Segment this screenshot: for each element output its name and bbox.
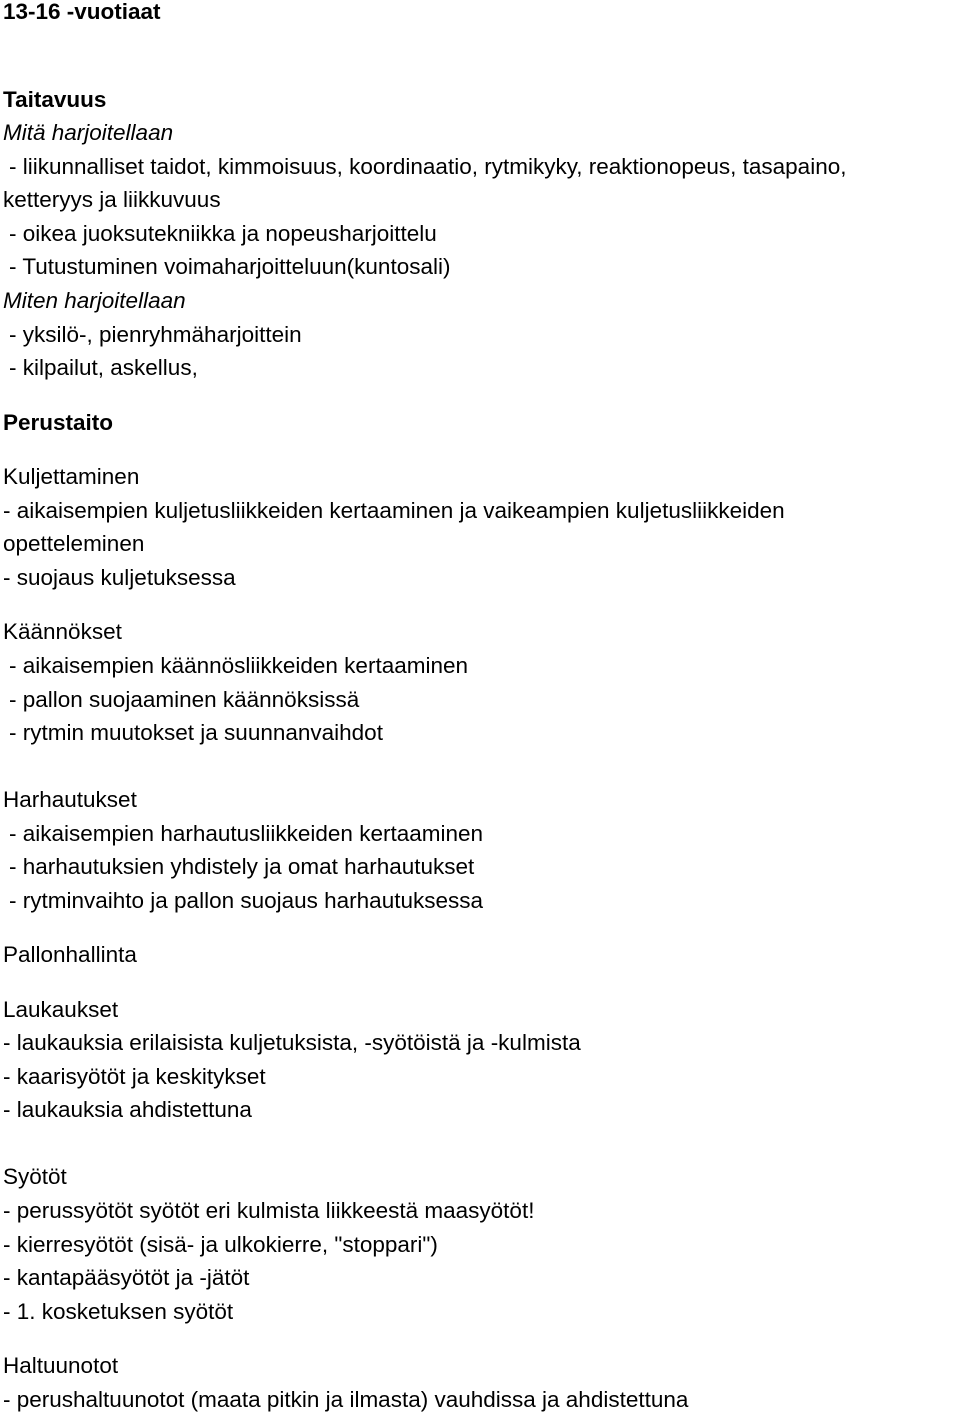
list-item: - aikaisempien harhautusliikkeiden kertaaminen bbox=[9, 821, 484, 846]
list-item: - kierresyötöt (sisä- ja ulkokierre, "stoppari") bbox=[3, 1232, 438, 1257]
subheading-what: Mitä harjoitellaan bbox=[3, 120, 174, 145]
subheading-kuljettaminen: Kuljettaminen bbox=[3, 464, 140, 489]
list-item: - aikaisempien kuljetusliikkeiden kertaaminen ja vaikeampien kuljetusliikkeiden bbox=[3, 498, 785, 523]
subheading-how: Miten harjoitellaan bbox=[3, 288, 186, 313]
list-item: - laukauksia ahdistettuna bbox=[3, 1097, 252, 1122]
section-heading-perustaito: Perustaito bbox=[3, 410, 114, 435]
list-item: - kaarisyötöt ja keskitykset bbox=[3, 1064, 266, 1089]
list-item: - liikunnalliset taidot, kimmoisuus, koordinaatio, rytmikyky, reaktionopeus, tasapaino, bbox=[9, 154, 847, 179]
list-item: - laukauksia erilaisista kuljetuksista, -syötöistä ja -kulmista bbox=[3, 1030, 581, 1055]
list-item: - Tutustuminen voimaharjoitteluun(kuntosali) bbox=[9, 254, 451, 279]
list-item: - yksilö-, pienryhmäharjoittein bbox=[9, 322, 302, 347]
list-item: - rytminvaihto ja pallon suojaus harhautuksessa bbox=[9, 888, 484, 913]
list-item: - perushaltuunotot (maata pitkin ja ilmasta) vauhdissa ja ahdistettuna bbox=[3, 1387, 689, 1412]
list-item: - harhautuksien yhdistely ja omat harhautukset bbox=[9, 854, 475, 879]
list-item: - pallon suojaaminen käännöksissä bbox=[9, 687, 360, 712]
list-item: - kilpailut, askellus, bbox=[9, 355, 198, 380]
list-item: opetteleminen bbox=[3, 531, 145, 556]
subheading-pallonhallinta: Pallonhallinta bbox=[3, 942, 137, 967]
subheading-harhautukset: Harhautukset bbox=[3, 787, 137, 812]
subheading-syotot: Syötöt bbox=[3, 1164, 67, 1189]
list-item: - rytmin muutokset ja suunnanvaihdot bbox=[9, 720, 383, 745]
list-item: ketteryys ja liikkuvuus bbox=[3, 187, 221, 212]
list-item: - suojaus kuljetuksessa bbox=[3, 565, 236, 590]
list-item: - oikea juoksutekniikka ja nopeusharjoittelu bbox=[9, 221, 437, 246]
subheading-laukaukset: Laukaukset bbox=[3, 997, 119, 1022]
list-item: - perussyötöt syötöt eri kulmista liikkeestä maasyötöt! bbox=[3, 1198, 535, 1223]
list-item: - kantapääsyötöt ja -jätöt bbox=[3, 1265, 250, 1290]
list-item: - 1. kosketuksen syötöt bbox=[3, 1299, 234, 1324]
page-title: 13-16 -vuotiaat bbox=[3, 0, 161, 24]
subheading-haltuunotot: Haltuunotot bbox=[3, 1353, 119, 1378]
list-item: - aikaisempien käännösliikkeiden kertaaminen bbox=[9, 653, 468, 678]
section-heading-taitavuus: Taitavuus bbox=[3, 87, 107, 112]
subheading-kaannokset: Käännökset bbox=[3, 619, 122, 644]
